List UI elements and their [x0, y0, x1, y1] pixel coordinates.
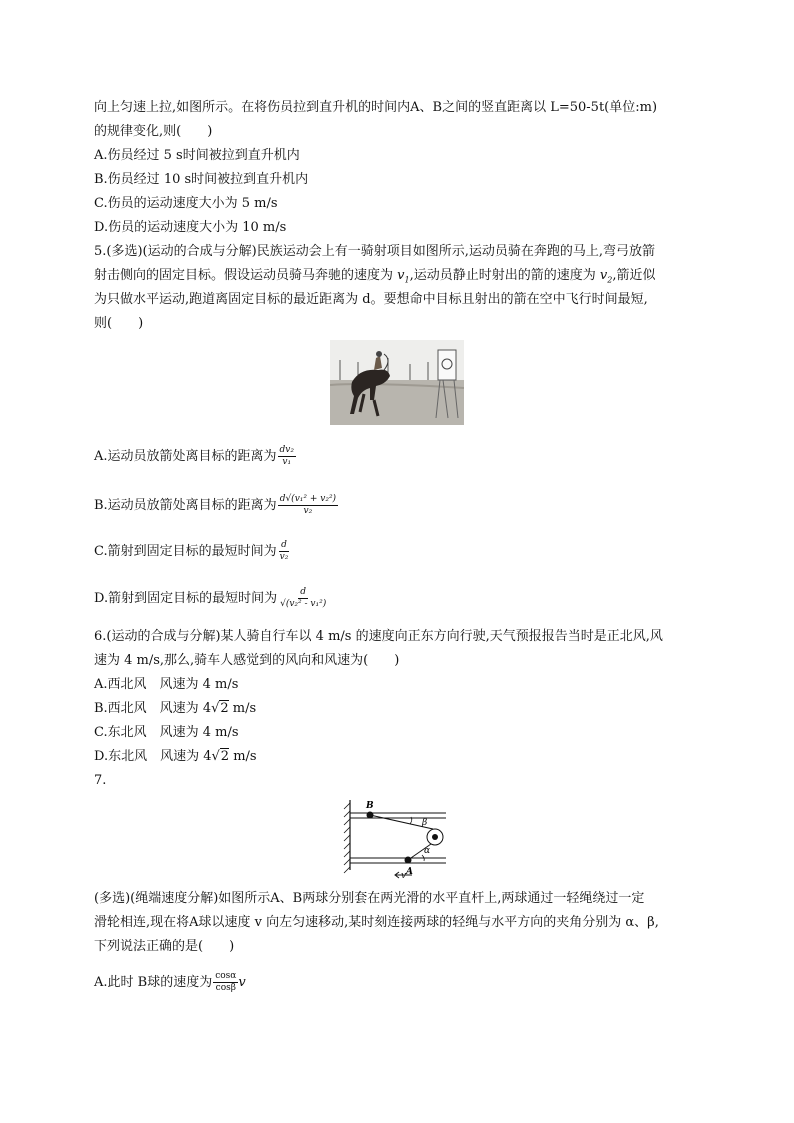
q5-stem-line2b: ,运动员静止时射出的箭的速度为 — [409, 268, 600, 283]
q5-stem-line2c: ,箭近似 — [612, 268, 656, 283]
q5-option-b: B.运动员放箭处离目标的距离为 $\frac{\text{d√(v₁² + v₂²)}}{\text{v₂}}$ — [94, 494, 337, 516]
q4-option-d: D.伤员的运动速度大小为 10 m/s — [94, 220, 287, 235]
q5-option-d: D.箭射到固定目标的最短时间为 $\frac{d}{\text{√(v₂² - v₁²)}}$ — [94, 587, 327, 609]
q6-option-c: C.东北风 风速为 4 m/s — [94, 725, 239, 740]
q4-stem-line2: 的规律变化,则( ) — [94, 124, 213, 139]
q4-option-b: B.伤员经过 10 s时间被拉到直升机内 — [94, 172, 309, 187]
q5-stem-line3: 为只做水平运动,跑道离固定目标的最近距离为 d。要想命中目标且射出的箭在空中飞行时间最短, — [94, 292, 648, 307]
v1-symbol: $v_1$ — [397, 268, 410, 285]
q7-option-a: A.此时 B球的速度为 $\frac{\cos\alpha}{\cos\beta}$ v — [94, 971, 246, 993]
q4-option-c: C.伤员的运动速度大小为 5 m/s — [94, 196, 278, 211]
q7-stem-line1: (多选)(绳端速度分解)如图所示A、B两球分别套在两光滑的水平直杆上,两球通过一轻绳绕过一定 — [94, 891, 645, 906]
q5-stem-line2a: 射击侧向的固定目标。假设运动员骑马奔驰的速度为 — [94, 268, 398, 283]
label-v: v — [401, 871, 407, 881]
q5-option-c: C.箭射到固定目标的最短时间为 $\frac{d}{\text{v₂}}$ — [94, 540, 289, 562]
horse-archery-photo — [330, 340, 464, 425]
fraction-a: $\frac{\text{dv₂}}{\text{v₁}}$ — [279, 445, 294, 467]
q7-stem-line2: 滑轮相连,现在将A球以速度 v 向左匀速移动,某时刻连接两球的轻绳与水平方向的夹角分别为 α、β, — [94, 915, 659, 930]
q7-stem-line3: 下列说法正确的是( ) — [94, 939, 235, 954]
pulley-rod-diagram — [340, 795, 460, 880]
fraction-d: $\frac{d}{\text{√(v₂² - v₁²)}}$ — [280, 587, 327, 609]
q5-stem-line1: 5.(多选)(运动的合成与分解)民族运动会上有一骑射项目如图所示,运动员骑在奔跑的马上,弯弓放箭 — [94, 244, 655, 259]
label-beta: β — [422, 818, 428, 828]
q4-stem-line1: 向上匀速上拉,如图所示。在将伤员拉到直升机的时间内A、B之间的竖直距离以 L=50-5t(单位:m) — [94, 100, 658, 115]
q6-stem-line1: 6.(运动的合成与分解)某人骑自行车以 4 m/s 的速度向正东方向行驶,天气预报报告当时是正北风,风 — [94, 629, 663, 644]
fraction-b: $\frac{\text{d√(v₁² + v₂²)}}{\text{v₂}}$ — [279, 494, 337, 516]
label-a: A — [406, 867, 413, 877]
fraction-c: $\frac{d}{\text{v₂}}$ — [279, 540, 289, 562]
label-alpha: α — [424, 846, 431, 856]
q6-stem-line2: 速为 4 m/s,那么,骑车人感觉到的风向和风速为( ) — [94, 653, 400, 668]
v2-symbol: $v_2$ — [599, 268, 613, 285]
q6-option-a: A.西北风 风速为 4 m/s — [94, 677, 239, 692]
q5-stem-line2 — [94, 267, 655, 290]
label-b: B — [366, 801, 374, 811]
fraction-cos: $\frac{\cos\alpha}{\cos\beta}$ — [215, 971, 237, 993]
q5-stem-line4: 则( ) — [94, 316, 144, 331]
q6-option-b: B.西北风 风速为 4√2 m/s — [94, 701, 257, 716]
q6-option-d: D.东北风 风速为 4√2 m/s — [94, 749, 257, 764]
q4-option-a: A.伤员经过 5 s时间被拉到直升机内 — [94, 148, 300, 163]
q5-option-a: A.运动员放箭处离目标的距离为 $\frac{\text{dv₂}}{\text{v₁}}$ — [94, 445, 294, 467]
q7-number: 7. — [94, 773, 107, 788]
